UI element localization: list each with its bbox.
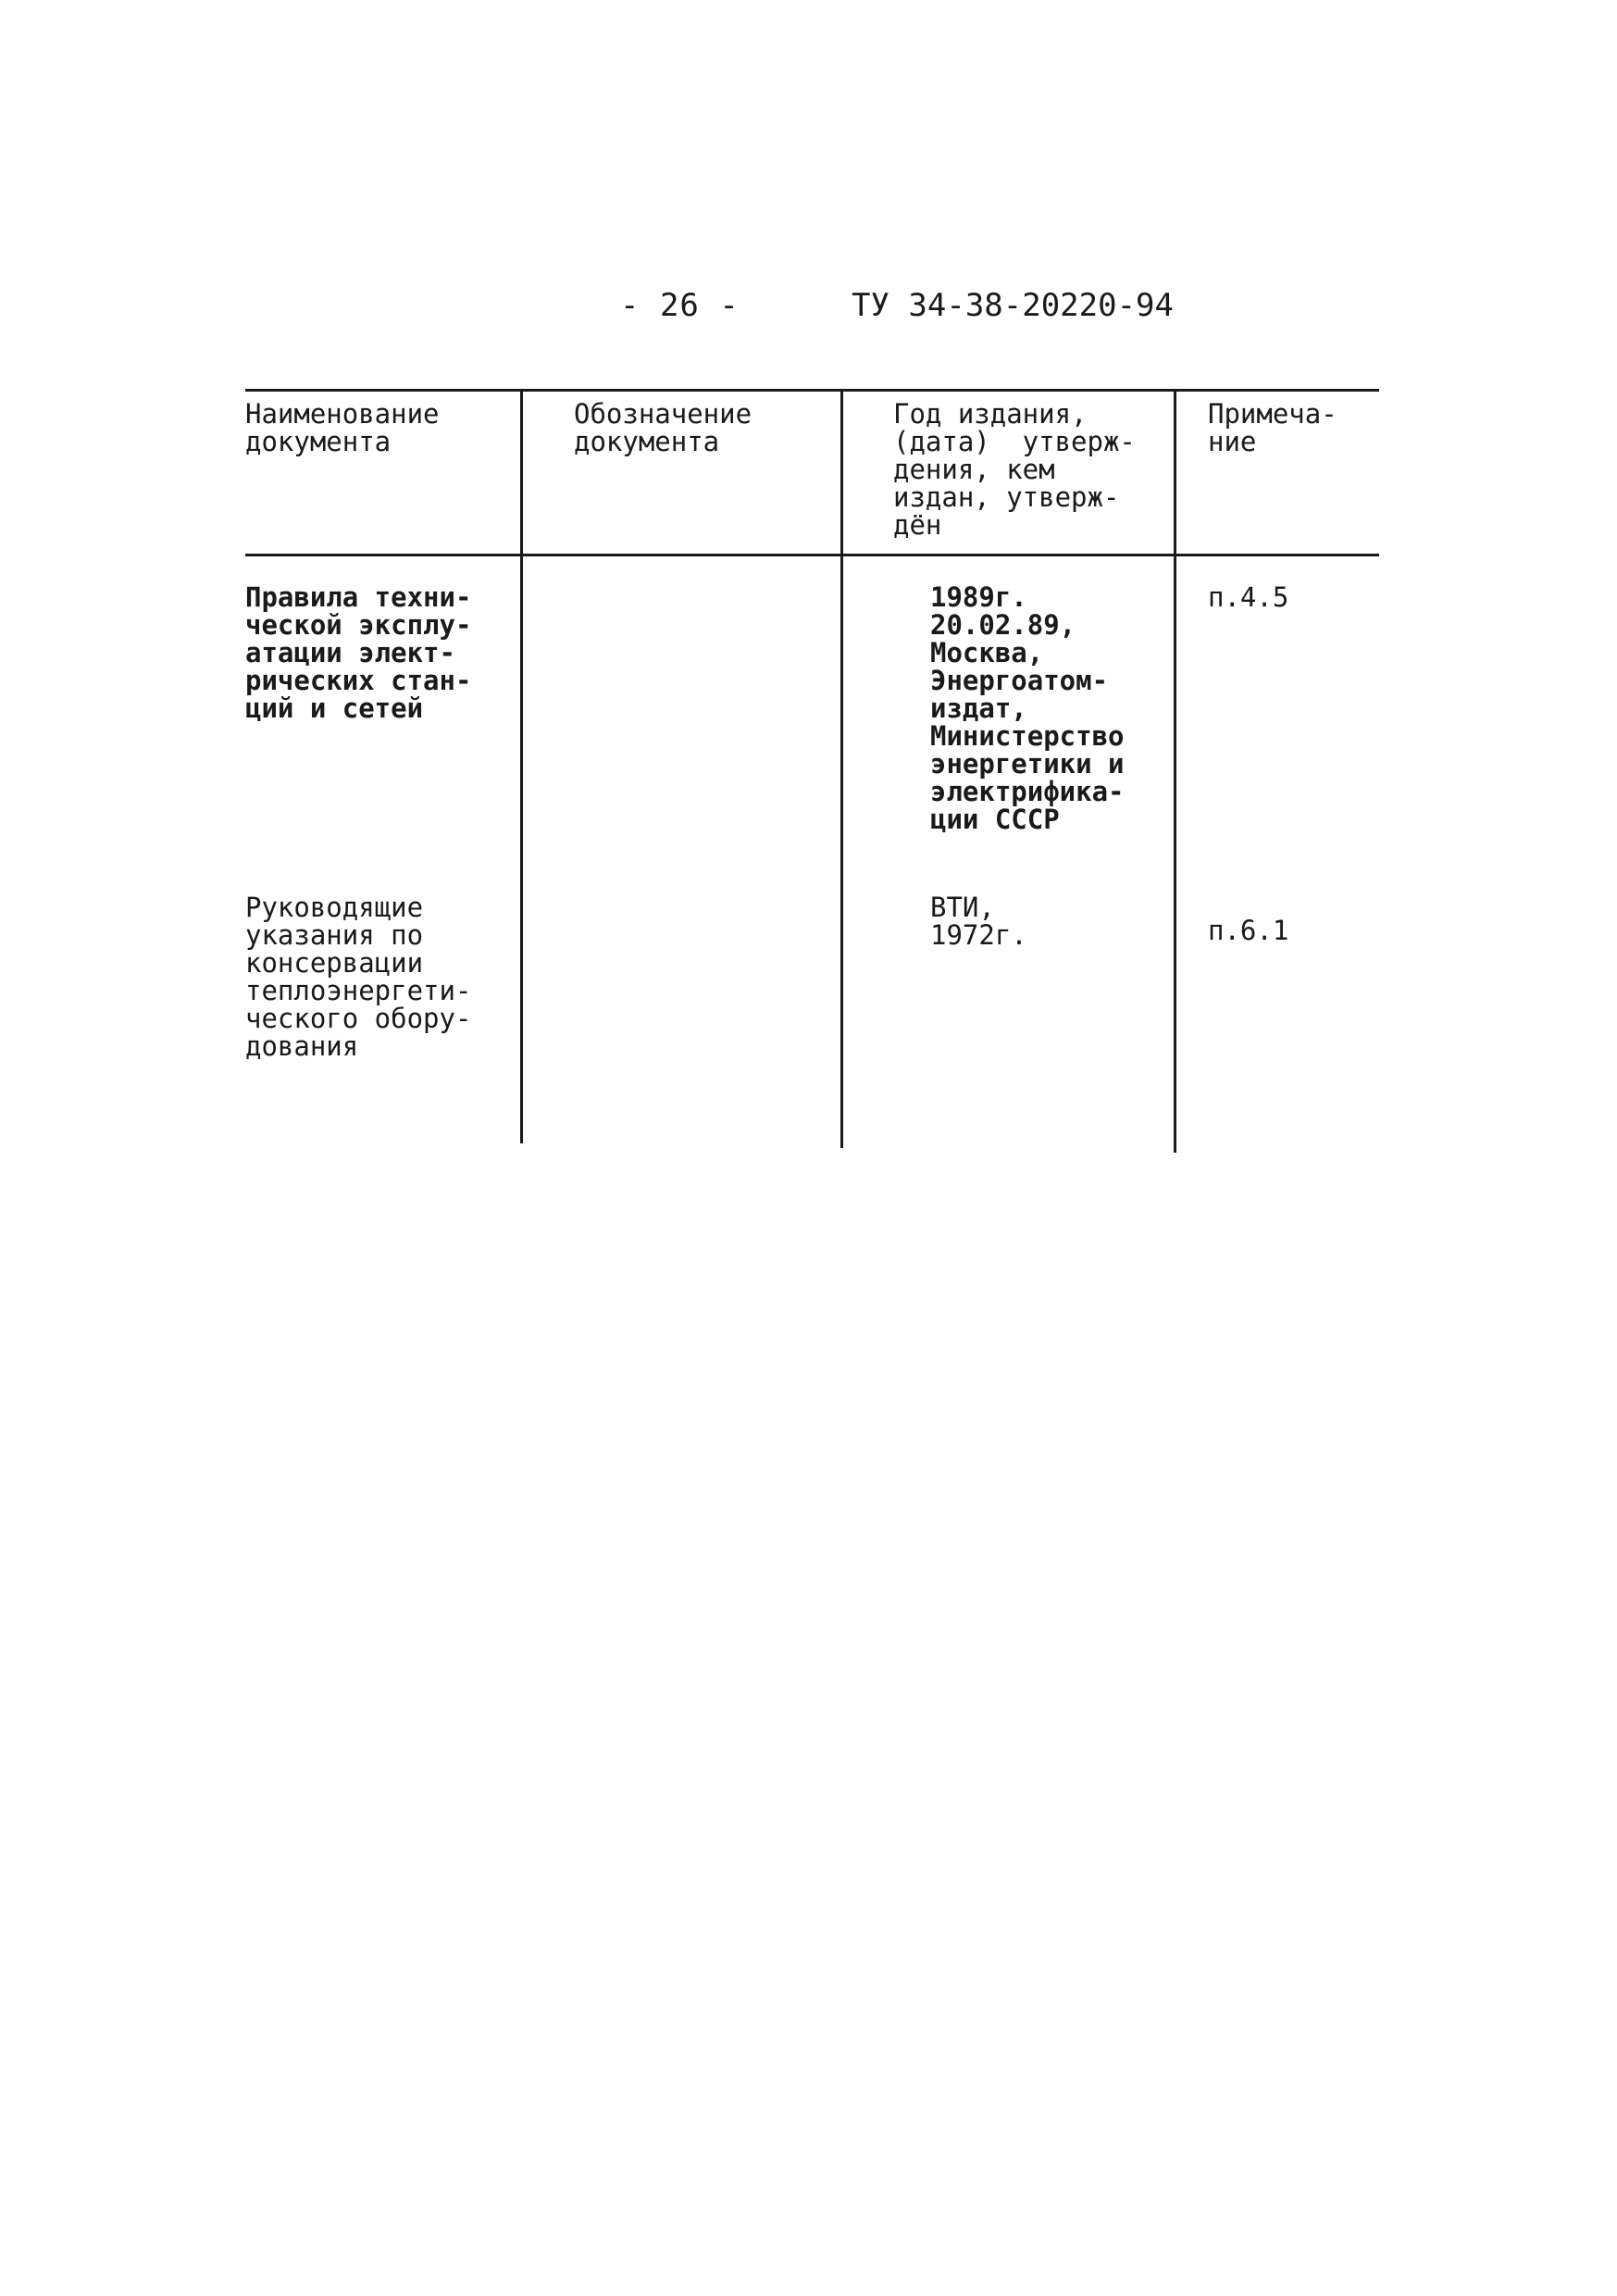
column-header-name: Наименование документа [245,398,440,457]
table-header-rule [245,554,1379,556]
row-2-year: ВТИ, 1972г. [930,892,1027,951]
column-header-designation: Обозначение документа [574,398,753,457]
row-2-note: п.6.1 [1208,915,1289,946]
row-1-name: Правила техни- ческой эксплу- атации элект- рических стан- ций и сетей [245,581,472,724]
page-header [0,287,1617,333]
column-header-year: Год издания, (дата) утверж- дения, кем издан, утверж- дён [893,398,1136,541]
references-table [245,389,1379,1148]
column-header-note: Примеча- ние [1208,398,1337,457]
row-2-name: Руководящие указания по консервации теплоэнергети- ческого обору- дования [245,892,472,1062]
page-number: - 26 - [620,287,740,324]
row-1-year: 1989г. 20.02.89, Москва, Энергоатом- издат, Министерство энергетики и электрифика- ции СССР [930,581,1125,835]
column-divider-1 [520,389,523,1143]
column-divider-3 [1174,389,1176,1153]
table-top-rule [245,389,1379,392]
document-code: ТУ 34-38-20220-94 [852,287,1174,324]
row-1-note: п.4.5 [1208,581,1289,613]
column-divider-2 [840,389,843,1148]
